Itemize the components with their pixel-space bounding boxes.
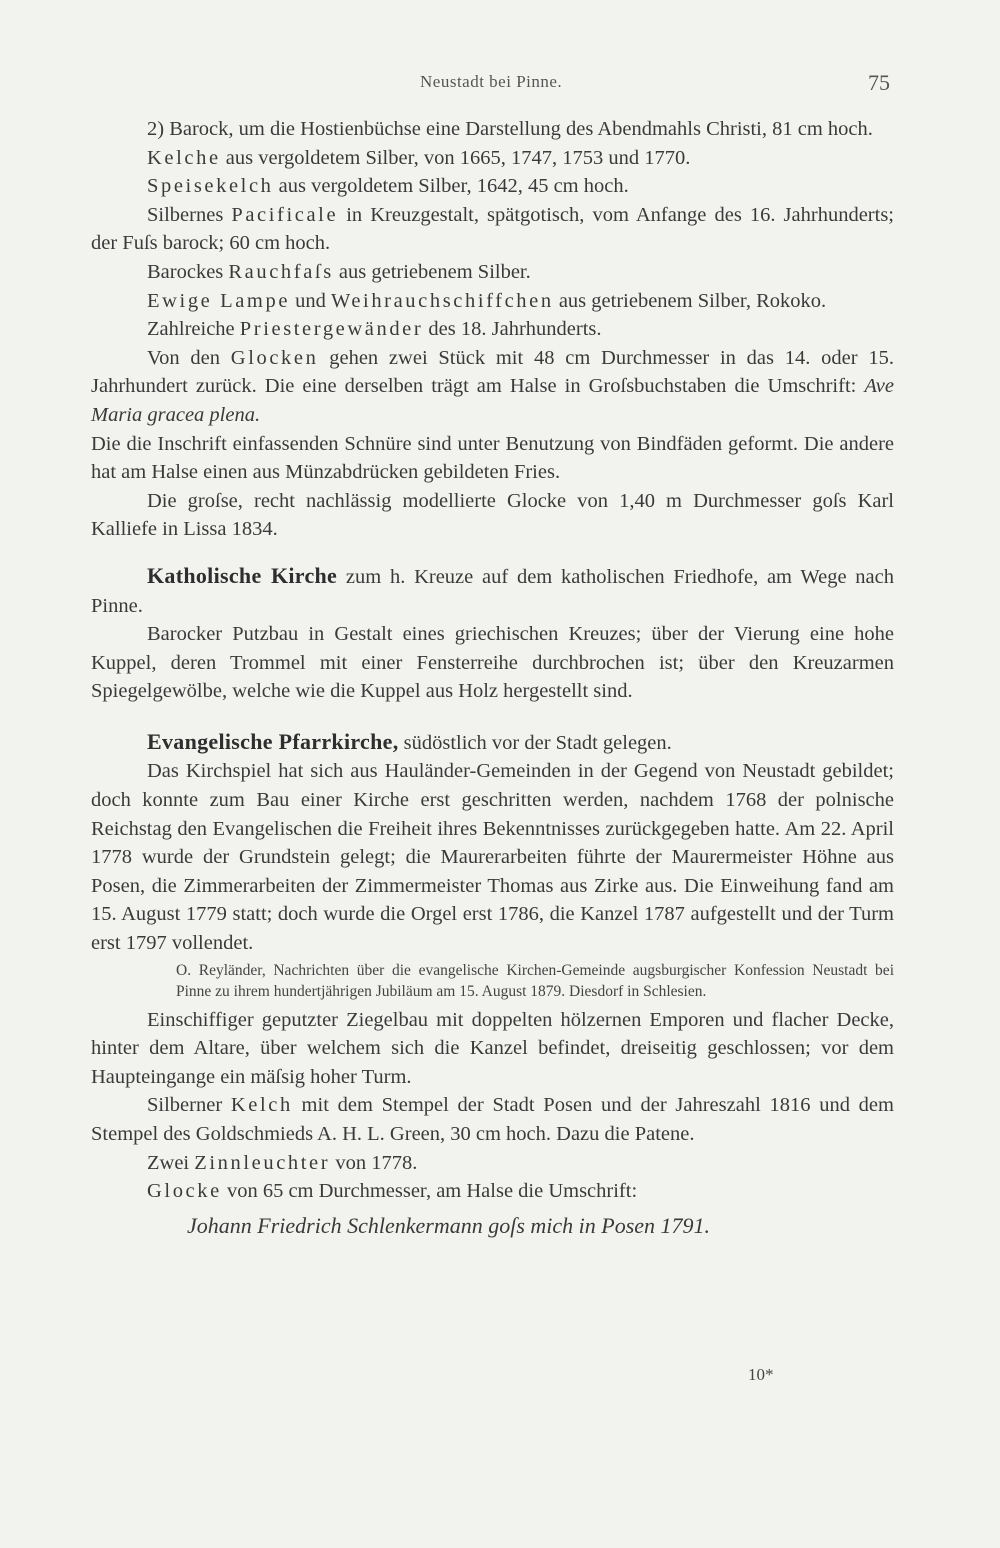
term-glocken: Glocken (230, 346, 319, 369)
term-pacificale: Pacificale (231, 203, 339, 226)
text-kelch-pre: Silberner (147, 1094, 231, 1117)
text-ewige-lampe: aus getriebenem Silber, Rokoko. (553, 289, 827, 312)
text-priestergewaender-pre: Zahlreiche (147, 318, 240, 341)
paragraph-kelch (91, 1091, 894, 1148)
inscription-ave-maria: Ave Maria gracea plena. (91, 375, 894, 426)
section-spacer (91, 706, 894, 728)
inscription-schlenkermann: Johann Friedrich Schlenkermann goſs mich in Posen 1791. (187, 1212, 711, 1238)
paragraph-hostienbuechse: 2) Barock, um die Hostienbüchse eine Darstellung des Abendmahls Christi, 81 cm hoch. (147, 118, 873, 140)
page-body (91, 115, 894, 1240)
page-number: 75 (868, 70, 890, 95)
text-glocken: gehen zwei Stück mit 48 cm Durchmesser in das 14. oder 15. Jahrhundert zurück. Die eine derselben trägt am Halse in Groſsbuchstaben die Umschrift: (91, 346, 894, 398)
paragraph-kirchspiel: Das Kirchspiel hat sich aus Hauländer-Gemeinden in der Gegend von Neustadt gebildet; doch konnte zum Bau einer Kirche erst geschritten werden, nachdem 1768 der polnische Reichstag den Evangelischen die Freiheit ihres Bekenntnisses zurückgegeben hatte. Am 22. April 1778 wurde der Grundstein gelegt; die Maurerarbeiten führte der Maurermeister Höhne aus Posen, die Zimmerarbeiten der Zimmermeister Thomas aus Zirke aus. Die Einweihung fand am 15. August 1779 statt; doch wurde die Orgel erst 1786, die Kanzel 1787 aufgestellt und der Turm erst 1797 vollendet. (91, 760, 894, 955)
paragraph-grosse-glocke: Die groſse, recht nachlässig modellierte Glocke von 1,40 m Durchmesser goſs Karl Kalliefe in Lissa 1834. (91, 489, 894, 541)
text-zinnleuchter-pre: Zwei (147, 1151, 195, 1174)
section-evangelische-pfarrkirche (91, 728, 894, 758)
text-pacificale-pre: Silbernes (147, 203, 232, 226)
paragraph-glocken (91, 344, 894, 430)
text-zinnleuchter: von 1778. (330, 1151, 418, 1174)
paragraph-putzbau: Barocker Putzbau in Gestalt eines griechischen Kreuzes; über der Vierung eine hohe Kuppel, deren Trommel mit einer Fensterreihe durchbrochen ist; über den Kreuzarmen Spiegelgewölbe, welche wie die Kuppel aus Holz hergestellt sind. (91, 623, 894, 703)
text-katholische-intro: zum h. Kreuze auf dem katholischen Friedhofe, am Wege nach Pinne. (91, 565, 895, 617)
paragraph-kelche (91, 144, 894, 173)
signature-mark: 10* (748, 1365, 774, 1384)
term-weihrauchschiffchen: Weihrauchschiffchen (331, 289, 554, 312)
text-glocken-pre: Von den (147, 346, 231, 369)
term-kelch: Kelch (230, 1094, 293, 1117)
paragraph-ziegelbau: Einschiffiger geputzter Ziegelbau mit doppelten hölzernen Emporen und flacher Decke, hinter dem Altare, über welchem sich die Kanzel befindet, dreiseitig geschlossen; vor dem Haupteingange ein mäſsig hoher Turm. (91, 1008, 894, 1088)
heading-katholische-kirche: Katholische Kirche (147, 562, 338, 588)
section-katholische-kirche (91, 562, 894, 620)
text-rauchfass: aus getriebenem Silber. (333, 260, 531, 283)
term-glocke: Glocke (147, 1180, 222, 1203)
paragraph-glocke (91, 1177, 894, 1206)
text-pacificale: in Kreuzgestalt, spätgotisch, vom Anfange des 16. Jahrhunderts; der Fuſs barock; 60 cm hoch. (91, 203, 894, 255)
text-ewige-lampe-mid: und (290, 289, 332, 312)
paragraph-speisekelch (91, 172, 894, 201)
footnote-reylaender: O. Reyländer, Nachrichten über die evangelische Kirchen-Gemeinde augsburgischer Konfession Neustadt bei Pinne zu ihrem hundertjährigen Jubiläum am 15. August 1879. Diesdorf in Schlesien. (176, 961, 894, 1000)
term-rauchfass: Rauchfaſs (228, 260, 334, 283)
running-title: Neustadt bei Pinne. (420, 72, 563, 91)
text-kelche: aus vergoldetem Silber, von 1665, 1747, 1753 und 1770. (220, 146, 691, 169)
paragraph-zinnleuchter (91, 1149, 894, 1178)
text-speisekelch: aus vergoldetem Silber, 1642, 45 cm hoch. (273, 175, 629, 198)
running-head (0, 72, 1000, 102)
paragraph-ewige-lampe (91, 287, 894, 316)
heading-evangelische-pfarrkirche: Evangelische Pfarrkirche, (147, 728, 399, 754)
paragraph-rauchfass (91, 258, 894, 287)
term-zinnleuchter: Zinnleuchter (194, 1151, 331, 1174)
paragraph-priestergewaender (91, 315, 894, 344)
term-speisekelch: Speisekelch (147, 175, 274, 198)
term-ewige-lampe: Ewige Lampe (147, 289, 291, 312)
text-rauchfass-pre: Barockes (147, 260, 229, 283)
section-spacer (91, 544, 894, 562)
paragraph-inschrift: Die die Inschrift einfassenden Schnüre sind unter Benutzung von Bindfäden geformt. Die andere hat am Halse einen aus Münzabdrücken gebildeten Fries. (91, 432, 894, 484)
text-priestergewaender: des 18. Jahrhunderts. (423, 318, 602, 341)
term-kelche: Kelche (147, 146, 221, 169)
paragraph-pacificale (91, 201, 894, 258)
term-priestergewaender: Priestergewänder (239, 318, 424, 341)
text-evangelische-intro: südöstlich vor der Stadt gelegen. (398, 731, 672, 754)
text-kelch: mit dem Stempel der Stadt Posen und der Jahreszahl 1816 und dem Stempel des Goldschmieds A. H. L. Green, 30 cm hoch. Dazu die Patene. (91, 1094, 894, 1145)
text-glocke: von 65 cm Durchmesser, am Halse die Umschrift: (221, 1180, 638, 1203)
